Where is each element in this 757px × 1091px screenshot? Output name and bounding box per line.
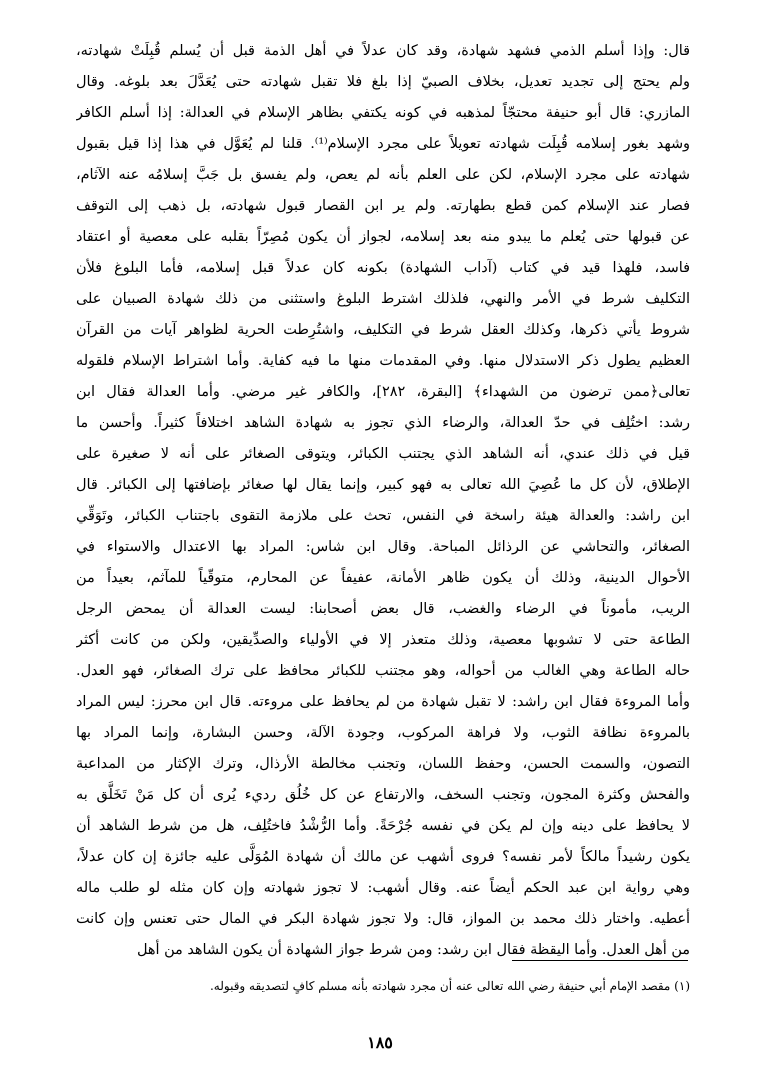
body-line: أعطيه. واختار ذلك محمد بن المواز، قال: ولا تجوز شهادة البكر في المال حتى تعنس وإن كانت [76, 911, 690, 927]
body-line: بالمروءة نظافة الثوب، ولا فراهة المركوب، وجودة الآلة، وحسن البشارة، وإنما المراد بها [76, 725, 690, 741]
body-line: الريب، مأموناً في الرضاء والغضب، قال بعض أصحابنا: ليست العدالة أن يمحض الرجل [76, 601, 690, 617]
body-line: التصون، والسمت الحسن، وحفظ اللسان، وتجنب مخالطة الأرذال، وترك الإكثار من المداعبة [76, 756, 690, 772]
body-line: الطاعة حتى لا تشوبها معصية، وذلك متعذر إلا في الأولياء والصدِّيقين، ولكن من كانت أكثر [76, 632, 690, 648]
body-line: والفحش وكثرة المجون، وتجنب السخف، والارتفاع عن كل خُلُق رديء يُرى أن كل مَنْ تَخَلَّق به [76, 787, 690, 803]
body-line: وشهد بغور إسلامه قُبِلَت شهادته تعويلاً على مجرد الإسلام⁽¹⁾. قلنا لم يُعَوَّل في هذا إذا قيل بقبول [76, 136, 690, 152]
body-line: وهي رواية ابن عبد الحكم أيضاً عنه. وقال أشهب: لا تجوز شهادته وإن كان مثله لو طلب ماله [76, 880, 690, 896]
body-line: فصار عند الإسلام كمن قطع بطهارته. ولم ير ابن القصار قبول شهادته، بل ذهب إلى التوقف [76, 198, 690, 214]
body-line: من أهل العدل. وأما اليقظة فقال ابن رشد: ومن شرط جواز الشهادة أن يكون الشاهد من أهل [137, 942, 690, 958]
body-line: عن قبولها حتى يُعلم ما يبدو منه بعد إسلامه، لجواز أن يكون مُصِرّاً بقلبه على معصية أو اعتقاد [76, 229, 690, 245]
body-line: العظيم يطول ذكر الاستدلال منها. وفي المقدمات منها ما فيه كفاية. وأما اشتراط الإسلام فلقوله [76, 353, 690, 369]
body-line: شروط يأتي ذكرها، وكذلك العقل شرط في التكليف، واشتُرِطت الحرية لظواهر آيات من القرآن [76, 322, 690, 338]
body-line: لا يحافظ على دينه وإن لم يكن في نفسه جُرْحَةً. وأما الرُّشْدُ فاختُلِف، هل من شرط الشاهد أن [76, 818, 690, 834]
body-line: قال: وإذا أسلم الذمي فشهد شهادة، وقد كان عدلاً في أهل الذمة قبل أن يُسلم قُبِلَتْ شهادته، [76, 43, 690, 59]
body-line: المازري: قال أبو حنيفة محتجّاً لمذهبه في كونه يكتفي بظاهر الإسلام في العدالة: إذا أسلم الكافر [76, 105, 690, 121]
body-line: فاسد، فلهذا قيد في كتاب (آداب الشهادة) بكونه كان عدلاً قبل إسلامه، فأما البلوغ فلأن [76, 260, 690, 276]
body-line: التكليف شرط في الأمر والنهي، فلذلك اشترط البلوغ واستثنى من ذلك شهادة الصبيان على [76, 291, 690, 307]
body-line: ابن راشد: والعدالة هيئة راسخة في النفس، تحث على ملازمة التقوى باجتناب الكبائر، وتَوَقِّي [76, 508, 690, 524]
page-number: ١٨٥ [367, 1033, 393, 1052]
body-line: وأما المروءة فقال ابن راشد: لا تقبل شهادة من لم يحافظ على مروءته. قال ابن محرز: ليس المراد [76, 694, 690, 710]
body-line: تعالى﴿ممن ترضون من الشهداء﴾ [البقرة، ٢٨٢]، والكافر غير مرضي. وأما العدالة فقال ابن [76, 384, 690, 400]
footnote-divider [512, 960, 688, 961]
footnote: (١) مقصد الإمام أبي حنيفة رضي الله تعالى عنه أن مجرد شهادته بأنه مسلم كافٍ لتصديقه وقبوله. [209, 979, 690, 993]
body-line: حاله الطاعة وهي الغالب من أحواله، وهو مجتنب للكبائر محافظ على ترك الصغائر، فهو العدل. [76, 663, 690, 679]
body-line: الأحوال الدينية، وذلك أن يكون ظاهر الأمانة، عفيفاً عن المحارم، متوقّياً للمآثم، بعيداً من [76, 570, 690, 586]
body-line: الصغائر، والتحاشي عن الرذائل المباحة. وقال ابن شاس: المراد بها الاعتدال والاستواء في [76, 539, 690, 555]
body-text [76, 36, 690, 966]
body-line: الإطلاق، لأن كل ما عُصِيَ الله تعالى به فهو كبير، وإنما يقال لها صغائر بإضافتها إلى الكبائر. قال [76, 477, 690, 493]
body-line: يكون رشيداً مالكاً لأمر نفسه؟ فروى أشهب عن مالك أن شهادة المُوَلَّى عليه جائزة إن كان عدلاً، [76, 849, 690, 865]
body-line: رشد: اختُلِف في حدّ العدالة، والرضاء الذي تجوز به شهادة الشاهد اختلافاً كثيراً. وأحسن ما [76, 415, 690, 431]
body-line: شهادته على مجرد الإسلام، لكن على العلم بأنه لم يعص، ولم يفسق بل جَبَّ إسلامُه عنه الآثام، [76, 167, 690, 183]
body-line: قيل في ذلك عندي، أنه الشاهد الذي يجتنب الكبائر، ويتوقى الصغائر على أنه لا صغيرة على [76, 446, 690, 462]
body-line: ولم يحتج إلى تجديد تعديل، بخلاف الصبيّ إذا بلغ فلا تقبل شهادته حتى يُعَدَّلَ بعد بلوغه. وقال [76, 74, 690, 90]
